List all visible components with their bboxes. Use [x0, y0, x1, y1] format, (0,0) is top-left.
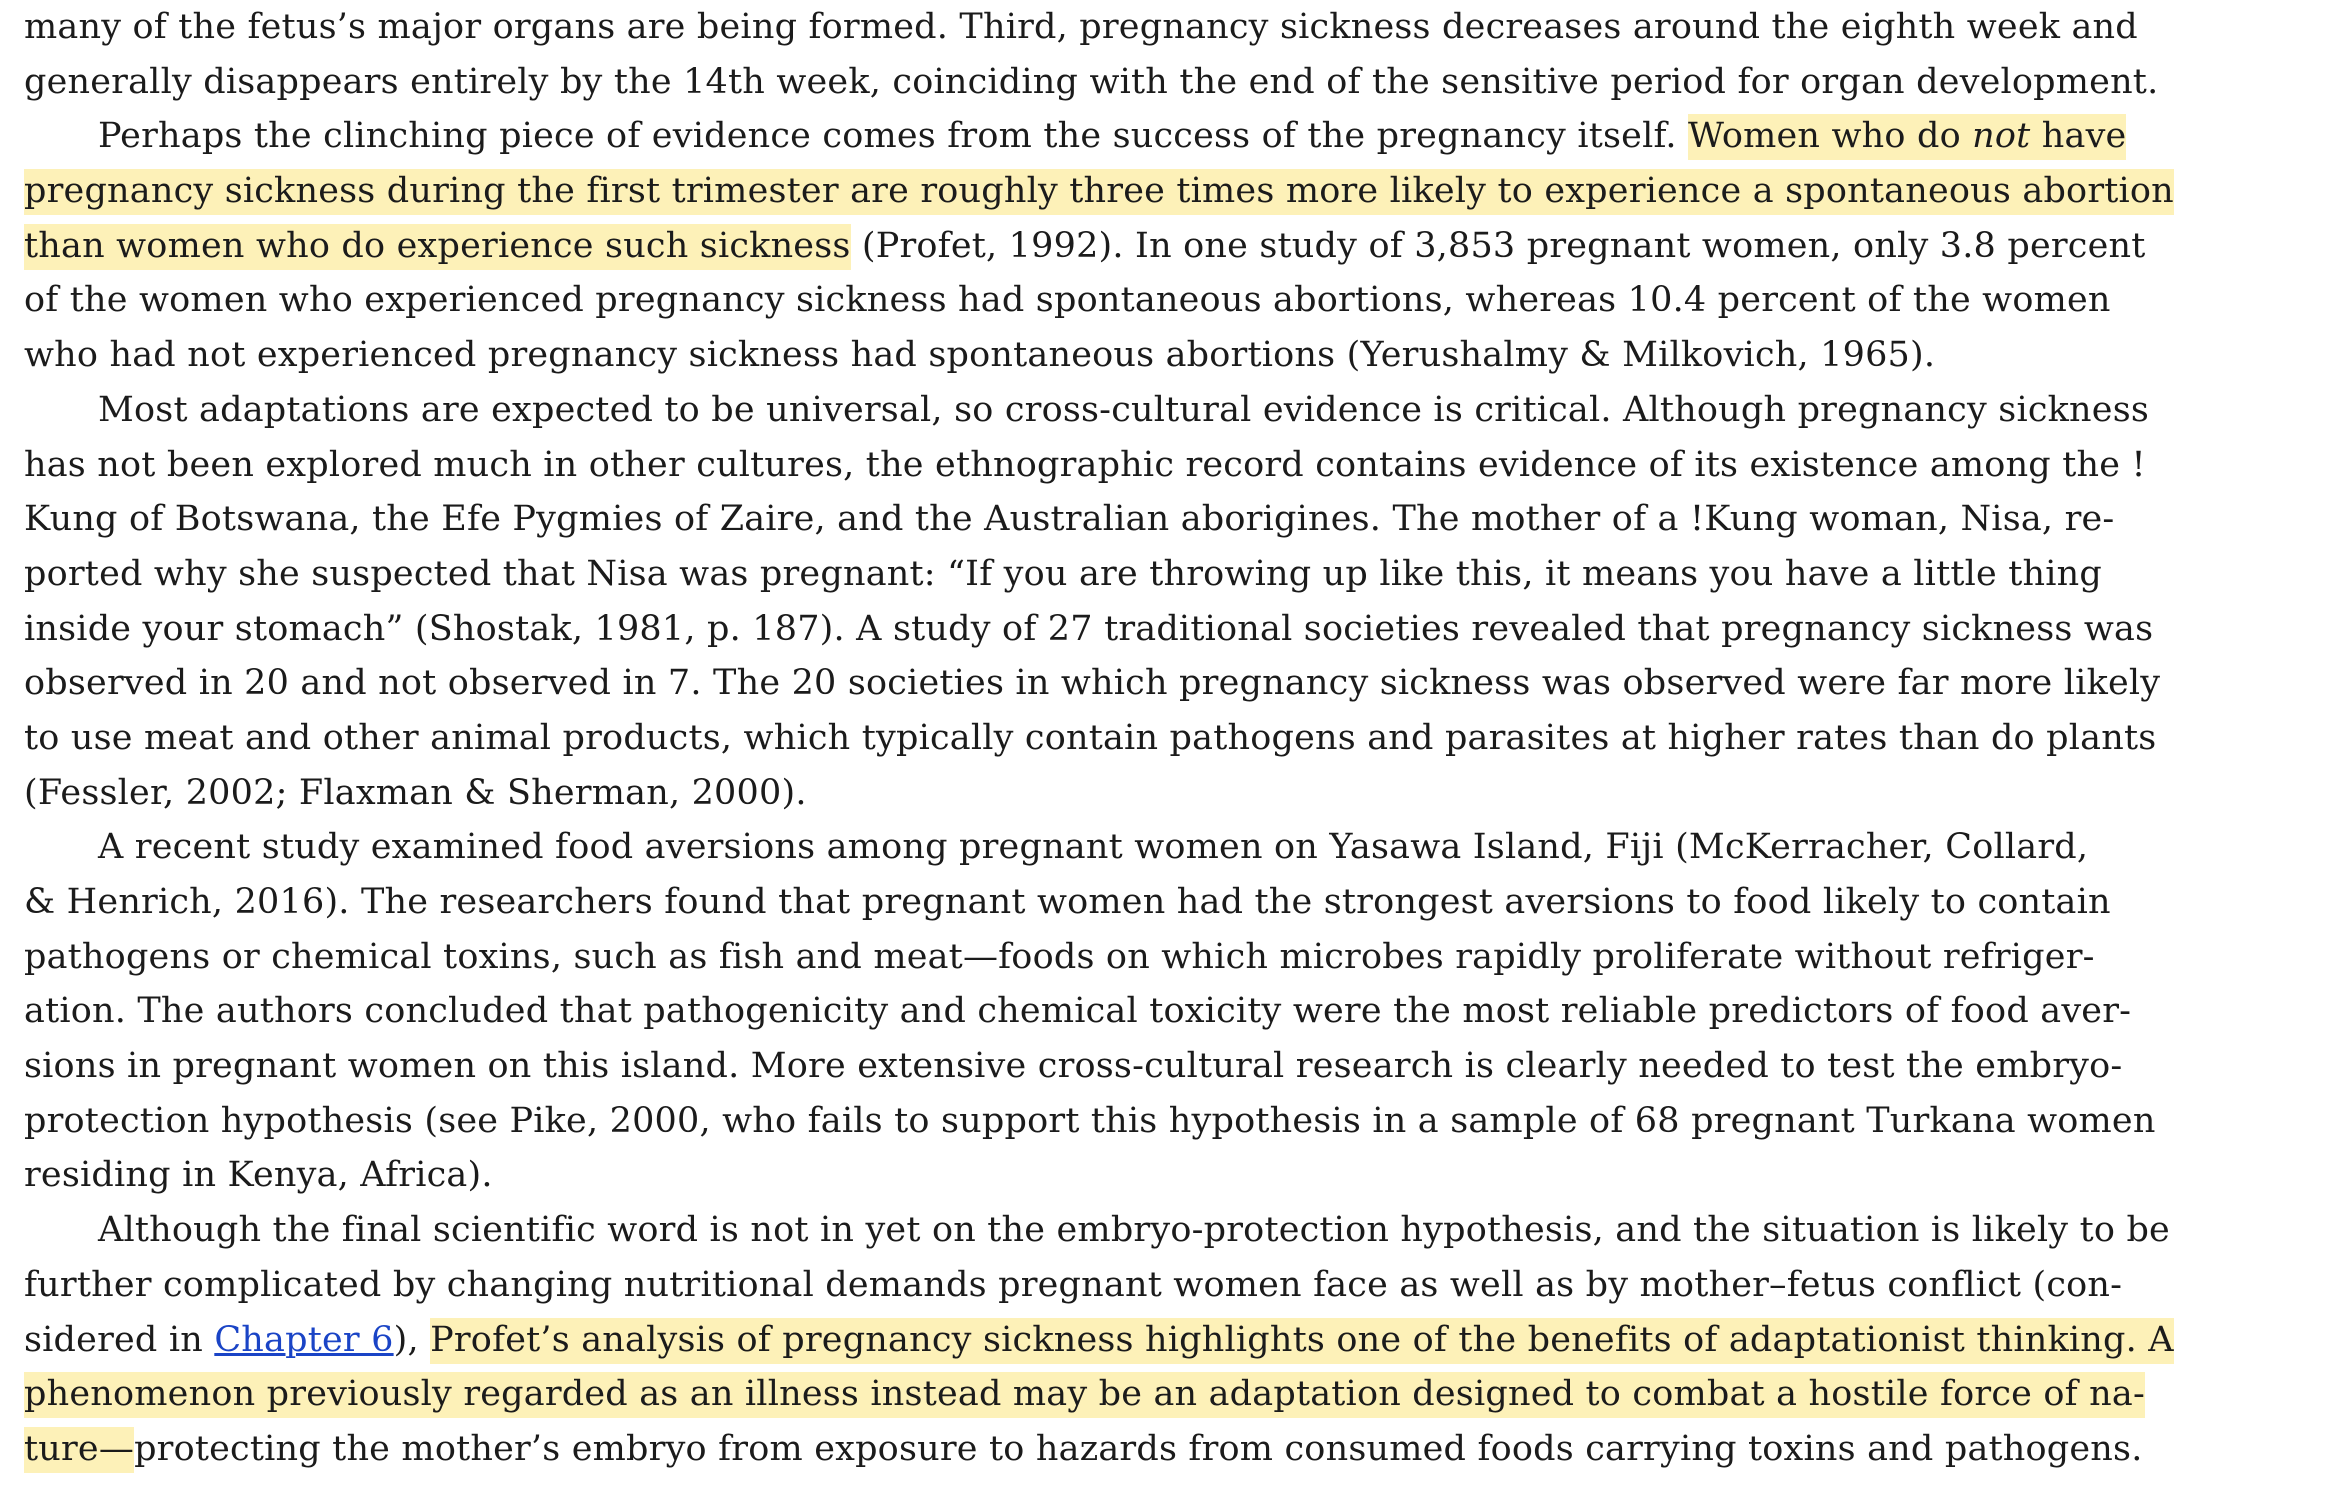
text-line: & Henrich, 2016). The researchers found that pregnant women had the strongest aversions to food likely to contain — [24, 882, 2111, 922]
text-line: to use meat and other animal products, which typically contain pathogens and parasites at higher rates than do plants — [24, 717, 2157, 758]
highlight-segment[interactable] — [1688, 114, 2126, 160]
text-line: inside your stomach” (Shostak, 1981, p. 187). A study of 27 traditional societies revealed that pregnancy sickness was — [24, 608, 2154, 649]
text-line: sions in pregnant women on this island. More extensive cross-cultural research is clearly needed to test the embryo- — [24, 1046, 2123, 1087]
text-line: many of the fetus’s major organs are being formed. Third, pregnancy sickness decreases around the eighth week and — [24, 7, 2138, 47]
text-line: residing in Kenya, Africa). — [24, 1155, 493, 1196]
text-line: generally disappears entirely by the 14th week, coinciding with the end of the sensitive period for organ development. — [24, 61, 2159, 102]
paragraph-clinching-evidence — [24, 109, 2336, 382]
paragraph-conclusion — [24, 1203, 2336, 1476]
paragraph-cross-cultural — [24, 383, 2336, 821]
text-line: A recent study examined food aversions among pregnant women on Yasawa Island, Fiji (McKerracher, Collard, — [98, 827, 2089, 868]
text-line: Kung of Botswana, the Efe Pygmies of Zaire, and the Australian aborigines. The mother of a !Kung woman, Nisa, re- — [24, 499, 2115, 540]
emphasis-text: not — [1972, 116, 2031, 157]
text-line — [24, 1422, 2336, 1477]
book-page — [24, 0, 2336, 1477]
highlight-segment[interactable]: phenomenon previously regarded as an illness instead may be an adaptation designed to combat a hostile force of na- — [24, 1372, 2145, 1418]
text-segment: ), — [393, 1319, 431, 1360]
text-segment: sidered in — [24, 1319, 215, 1360]
text-line: Although the final scientific word is not in yet on the embryo-protection hypothesis, and the situation is likely to be — [98, 1210, 2170, 1251]
text-line — [24, 1313, 2336, 1368]
text-line: of the women who experienced pregnancy sickness had spontaneous abortions, whereas 10.4 percent of the women — [24, 280, 2111, 321]
text-line: ation. The authors concluded that pathogenicity and chemical toxicity were the most reliable predictors of food aver- — [24, 991, 2132, 1032]
text-line: (Fessler, 2002; Flaxman & Sherman, 2000). — [24, 772, 807, 813]
text-segment: protecting the mother’s embryo from exposure to hazards from consumed foods carrying toxins and pathogens. — [134, 1428, 2143, 1469]
paragraph-organ-development — [24, 0, 2336, 109]
text-line — [24, 1367, 2336, 1422]
text-line: ported why she suspected that Nisa was pregnant: “If you are throwing up like this, it means you have a little thing — [24, 553, 2102, 594]
text-line — [24, 164, 2336, 219]
text-line: protection hypothesis (see Pike, 2000, who fails to support this hypothesis in a sample of 68 pregnant Turkana women — [24, 1100, 2156, 1141]
text-line: who had not experienced pregnancy sickness had spontaneous abortions (Yerushalmy & Milkovich, 1965). — [24, 335, 1936, 376]
text-line: observed in 20 and not observed in 7. The 20 societies in which pregnancy sickness was observed were far more likely — [24, 663, 2161, 704]
paragraph-fiji-study — [24, 820, 2336, 1203]
text-line — [24, 219, 2336, 274]
highlight-segment[interactable]: than women who do experience such sickness — [24, 224, 851, 270]
text-segment: (Profet, 1992). In one study of 3,853 pregnant women, only 3.8 percent — [850, 225, 2146, 266]
highlight-segment[interactable]: pregnancy sickness during the first trimester are roughly three times more likely to experience a spontaneous abortion — [24, 169, 2174, 215]
text-segment: Perhaps the clinching piece of evidence comes from the success of the pregnancy itself. — [98, 116, 1689, 157]
chapter-6-link[interactable]: Chapter 6 — [214, 1319, 394, 1360]
text-line: Most adaptations are expected to be universal, so cross-cultural evidence is critical. Although pregnancy sickness — [98, 389, 2150, 430]
text-line: pathogens or chemical toxins, such as fish and meat—foods on which microbes rapidly proliferate without refriger- — [24, 936, 2095, 977]
highlight-text: have — [2030, 116, 2127, 157]
highlight-text: Women who do — [1688, 116, 1973, 157]
text-line: further complicated by changing nutritional demands pregnant women face as well as by mother–fetus conflict (con- — [24, 1264, 2123, 1305]
text-line — [24, 109, 2336, 164]
highlight-segment[interactable]: ture— — [24, 1427, 134, 1473]
text-line: has not been explored much in other cultures, the ethnographic record contains evidence of its existence among the ! — [24, 444, 2146, 485]
highlight-segment[interactable]: Profet’s analysis of pregnancy sickness highlights one of the benefits of adaptationist thinking. A — [430, 1318, 2174, 1364]
